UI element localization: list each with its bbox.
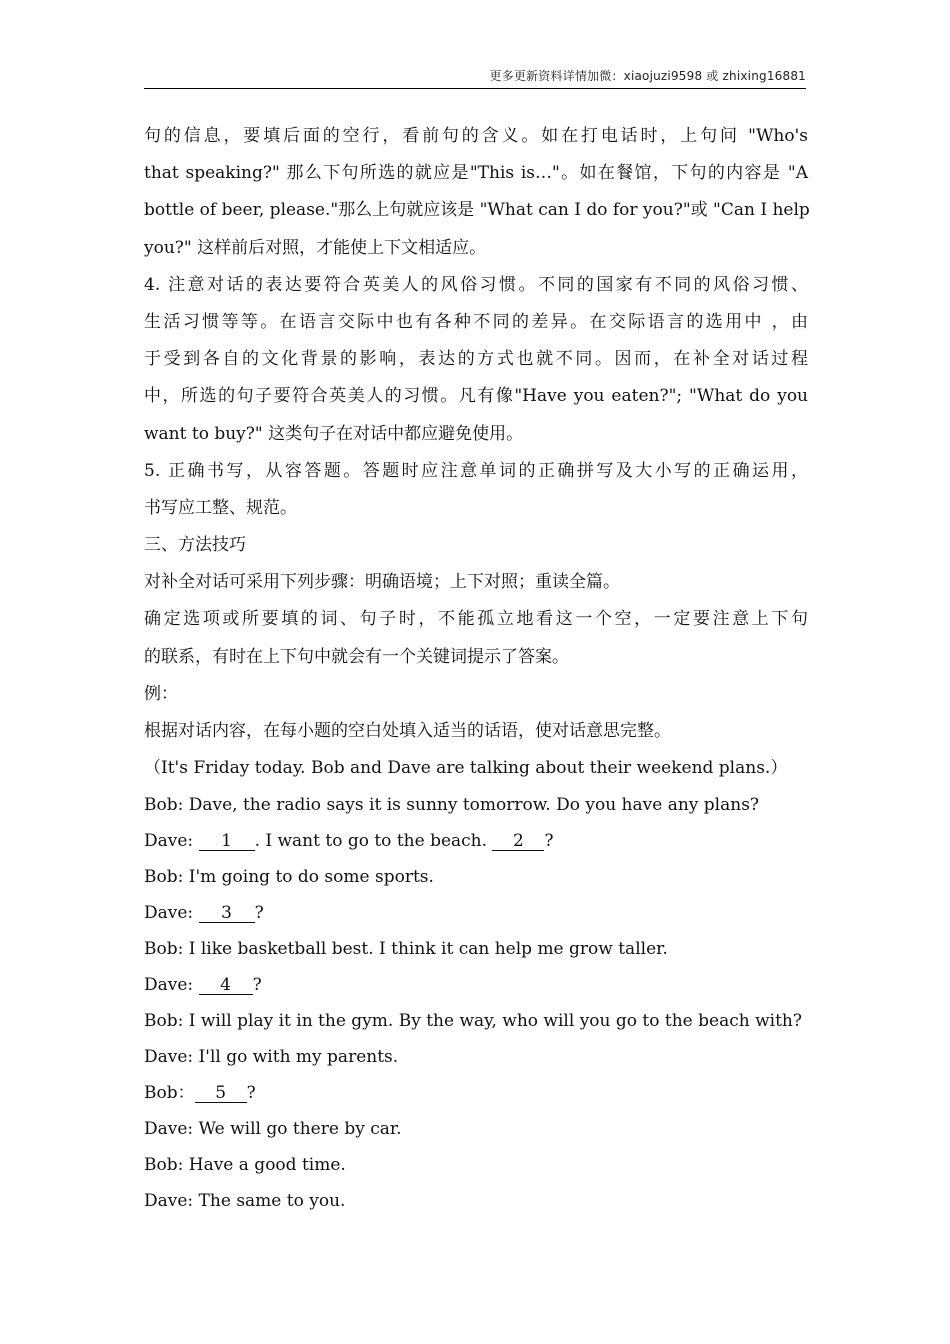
instruction-line: 根据对话内容，在每小题的空白处填入适当的话语，使对话意思完整。 [144, 721, 671, 741]
answer-blank-2: 2 [492, 832, 544, 851]
dialogue-suffix: ? [252, 975, 262, 996]
dialogue-line: Dave: I'll go with my parents. [144, 1047, 399, 1068]
dialogue-line: Bob: I'm going to do some sports. [144, 867, 434, 888]
dialogue-line: Dave: We will go there by car. [144, 1119, 402, 1140]
dialogue-line [144, 967, 808, 1003]
page-header [144, 66, 806, 89]
paragraph-line: 中，所选的句子要符合英美人的习惯。凡有像"Have you eaten?"; "What do you [144, 386, 808, 407]
speaker-prefix: Dave: [144, 831, 199, 852]
paragraph-line: 5. 正确书写，从容答题。答题时应注意单词的正确拼写及大小写的正确运用， [144, 460, 808, 481]
answer-blank-4: 4 [199, 976, 253, 995]
header-text: 更多更新资料详情加微：xiaojuzi9598 或 zhixing16881 [489, 69, 806, 83]
answer-blank-3: 3 [199, 904, 255, 923]
paragraph-line: 4. 注意对话的表达要符合英美人的风俗习惯。不同的国家有不同的风俗习惯、 [144, 274, 808, 295]
paragraph-line: 确定选项或所要填的词、句子时，不能孤立地看这一个空，一定要注意上下句 [144, 609, 808, 630]
dialogue-text: . I want to go to the beach. [254, 831, 493, 852]
answer-blank-5: 5 [195, 1084, 247, 1103]
paragraph-line: 句的信息，要填后面的空行，看前句的含义。如在打电话时，上句问 "Who's [144, 126, 808, 146]
dialogue-line [144, 1075, 808, 1111]
paragraph-line: that speaking?" 那么下句所选的就应是"This is…"。如在餐馆，下句的内容是 "A [144, 163, 808, 184]
speaker-prefix: Bob： [144, 1083, 195, 1104]
paragraph-line: 于受到各自的文化背景的影响，表达的方式也就不同。因而，在补全对话过程 [144, 349, 808, 370]
dialogue-suffix: ? [254, 903, 264, 924]
dialogue-line: Dave: The same to you. [144, 1191, 346, 1212]
speaker-prefix: Dave: [144, 903, 199, 924]
paragraph-line: bottle of beer, please."那么上句就应该是 "What can I do for you?"或 "Can I help [144, 200, 810, 221]
example-label: 例： [144, 683, 178, 704]
dialogue-line [144, 895, 808, 931]
dialogue-suffix: ? [246, 1083, 256, 1104]
dialogue-line: Bob: I will play it in the gym. By the way, who will you go to the beach with? [144, 1011, 802, 1032]
speaker-prefix: Dave: [144, 975, 199, 996]
paragraph-line: 生活习惯等等。在语言交际中也有各种不同的差异。在交际语言的选用中 ，由 [144, 311, 808, 332]
context-line: （It's Friday today. Bob and Dave are talking about their weekend plans.） [144, 758, 788, 779]
document-body [144, 118, 808, 1219]
dialogue-line: Bob: I like basketball best. I think it can help me grow taller. [144, 939, 668, 960]
paragraph-line: want to buy?" 这类句子在对话中都应避免使用。 [144, 423, 524, 444]
dialogue-line: Bob: Have a good time. [144, 1155, 346, 1176]
section-heading: 三、方法技巧 [144, 535, 246, 556]
paragraph-line: you?" 这样前后对照，才能使上下文相适应。 [144, 237, 487, 258]
dialogue-line [144, 823, 808, 859]
dialogue-line: Bob: Dave, the radio says it is sunny tomorrow. Do you have any plans? [144, 795, 760, 816]
dialogue-suffix: ? [544, 831, 554, 852]
paragraph-line: 书写应工整、规范。 [144, 497, 297, 518]
answer-blank-1: 1 [199, 832, 255, 851]
paragraph-line: 对补全对话可采用下列步骤：明确语境；上下对照；重读全篇。 [144, 572, 620, 593]
paragraph-line: 的联系，有时在上下句中就会有一个关键词提示了答案。 [144, 646, 569, 667]
